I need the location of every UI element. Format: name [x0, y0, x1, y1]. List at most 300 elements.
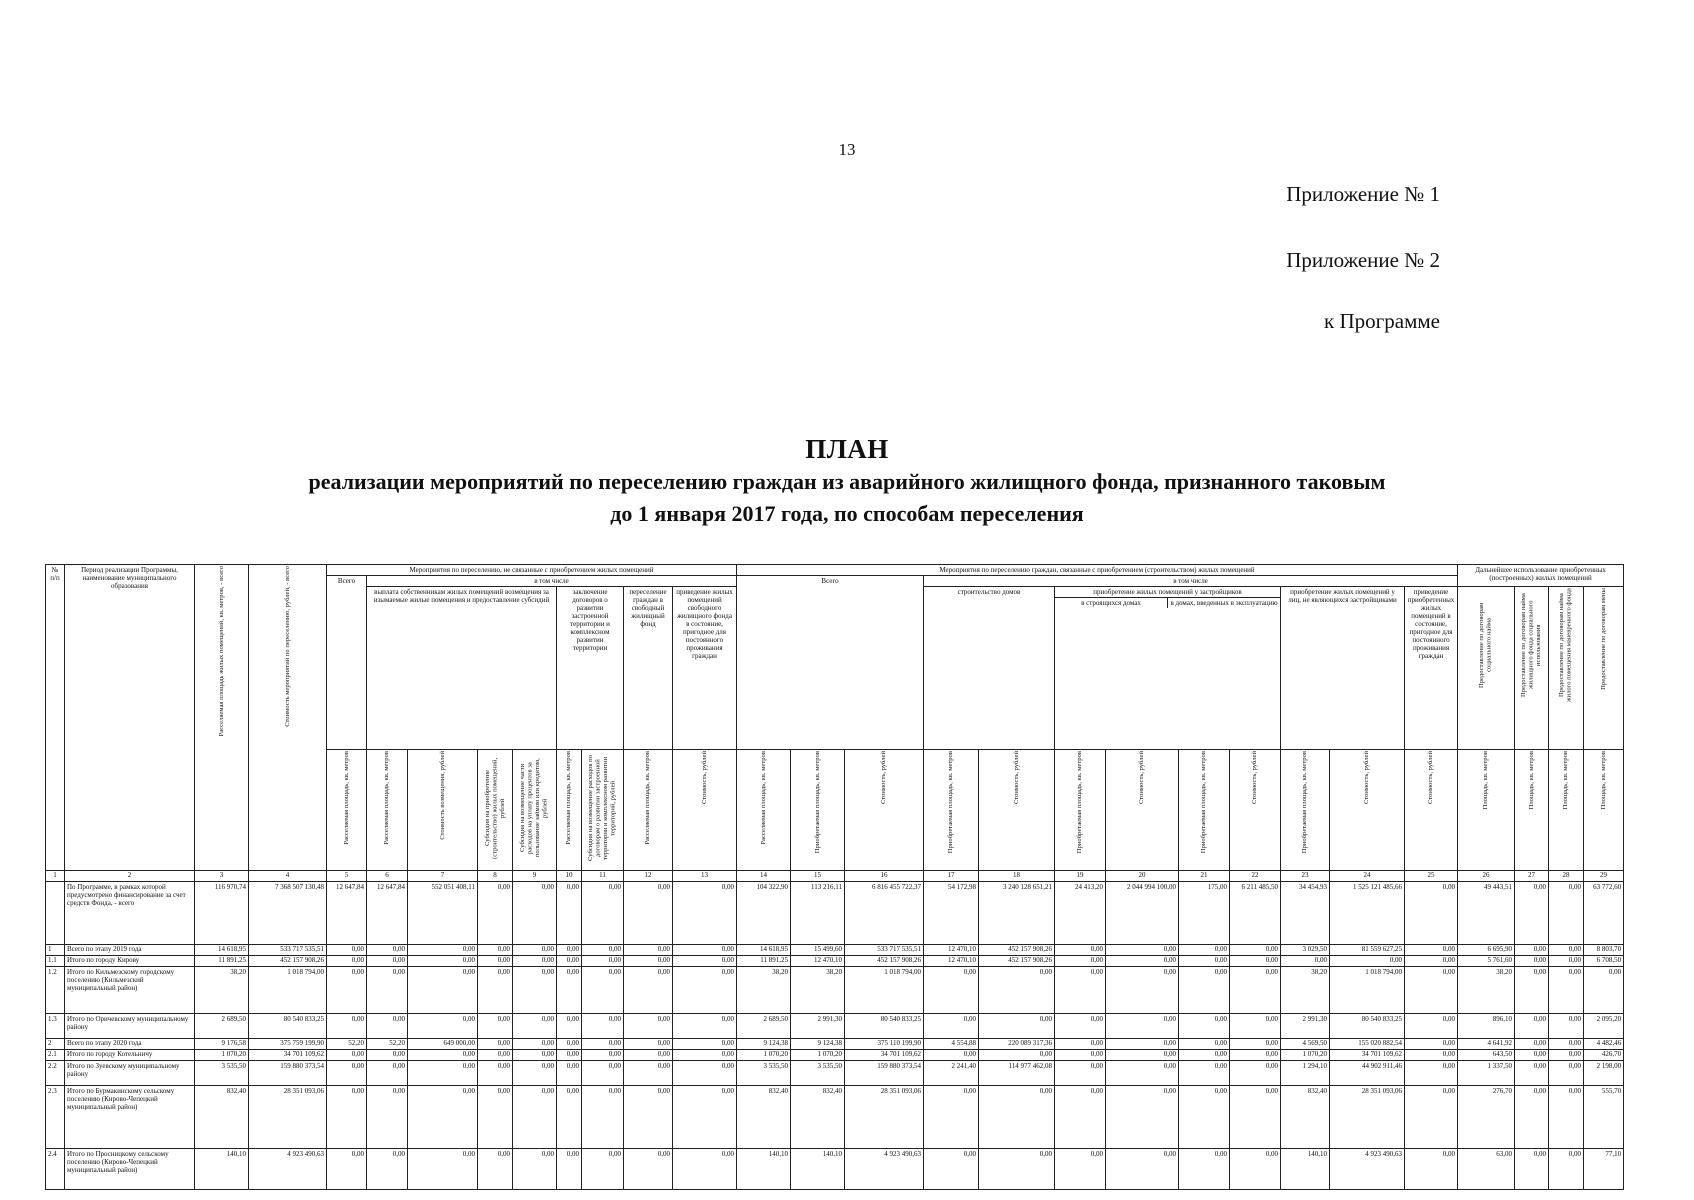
cell-col-18: 452 157 908,26 [979, 956, 1055, 967]
cell-col-13: 0,00 [673, 882, 737, 945]
cell-col-27: 0,00 [1515, 1014, 1549, 1039]
cell-col-5: 0,00 [327, 1014, 367, 1039]
header-bring-bought: приведение приобретенных жилых помещений в состояние, пригодное для постоянного проживания граждан [1405, 587, 1458, 750]
cell-col-16: 1 018 794,00 [845, 967, 924, 1014]
cell-col-24: 1 018 794,00 [1330, 967, 1405, 1014]
header-in-commissioned: в домах, введенных в эксплуатацию [1170, 599, 1278, 608]
table-row [46, 1014, 1624, 1039]
cell-col-21: 0,00 [1179, 1149, 1230, 1190]
cell-col-10: 0,00 [557, 882, 582, 945]
cell-col-24: 4 923 490,63 [1330, 1149, 1405, 1190]
row-name: Всего по этапу 2020 года [65, 1039, 195, 1050]
header-r19: Приобретаемая площадь, кв. метров [1055, 750, 1106, 871]
column-number: 19 [1055, 871, 1106, 882]
column-number: 18 [979, 871, 1055, 882]
header-r25: Стоимость, рублей [1405, 750, 1458, 871]
cell-col-16: 375 110 199,90 [845, 1039, 924, 1050]
header-f-social: Предоставление по договорам социального найма [1458, 587, 1515, 750]
cell-col-23: 140,10 [1281, 1149, 1330, 1190]
header-resettle-free: переселение граждан в свободный жилищный фонд [624, 587, 673, 750]
cell-col-26: 49 443,51 [1458, 882, 1515, 945]
row-number: 2.1 [46, 1050, 65, 1061]
cell-col-24: 44 902 911,46 [1330, 1061, 1405, 1086]
cell-col-18: 114 977 462,08 [979, 1061, 1055, 1086]
cell-col-6: 0,00 [367, 945, 408, 956]
cell-col-18: 0,00 [979, 1014, 1055, 1039]
cell-col-19: 0,00 [1055, 1061, 1106, 1086]
cell-col-9: 0,00 [513, 1014, 557, 1039]
cell-col-24: 81 559 627,25 [1330, 945, 1405, 956]
cell-col-3: 832,40 [195, 1086, 249, 1149]
cell-col-10: 0,00 [557, 1014, 582, 1039]
cell-col-14: 11 891,25 [737, 956, 791, 967]
cell-col-23: 3 029,50 [1281, 945, 1330, 956]
row-name: Всего по этапу 2019 года [65, 945, 195, 956]
cell-col-27: 0,00 [1515, 1086, 1549, 1149]
title-line-1: реализации мероприятий по переселению граждан из аварийного жилищного фонда, признанного таковым [308, 469, 1386, 494]
column-number: 8 [478, 871, 513, 882]
cell-col-6: 0,00 [367, 967, 408, 1014]
cell-col-21: 0,00 [1179, 1014, 1230, 1039]
cell-col-5: 0,00 [327, 967, 367, 1014]
cell-col-28: 0,00 [1549, 882, 1584, 945]
cell-col-18: 0,00 [979, 1050, 1055, 1061]
cell-col-6: 0,00 [367, 1086, 408, 1149]
cell-col-29: 2 095,20 [1584, 1014, 1624, 1039]
cell-col-8: 0,00 [478, 967, 513, 1014]
cell-col-14: 14 618,95 [737, 945, 791, 956]
cell-col-22: 0,00 [1230, 956, 1281, 967]
header-r8: Субсидия на приобретение (строительство) жилых помещений, рублей [478, 750, 513, 871]
cell-col-14: 3 535,50 [737, 1061, 791, 1086]
cell-col-13: 0,00 [673, 1014, 737, 1039]
cell-col-11: 0,00 [582, 1149, 624, 1190]
cell-col-10: 0,00 [557, 945, 582, 956]
cell-col-28: 0,00 [1549, 1086, 1584, 1149]
table-row [46, 1061, 1624, 1086]
cell-col-26: 6 695,90 [1458, 945, 1515, 956]
column-number: 24 [1330, 871, 1405, 882]
cell-col-21: 175,00 [1179, 882, 1230, 945]
cell-col-12: 0,00 [624, 1050, 673, 1061]
row-number: 1.1 [46, 956, 65, 967]
cell-col-26: 643,50 [1458, 1050, 1515, 1061]
header-in-that-a: в том числе [367, 576, 737, 587]
cell-col-25: 0,00 [1405, 1086, 1458, 1149]
cell-col-6: 52,20 [367, 1039, 408, 1050]
table-row [46, 1149, 1624, 1190]
row-name: Итого по Бурмакинскому сельскому поселению (Кирово-Чепецкий муниципальный район) [65, 1086, 195, 1149]
cell-col-23: 34 454,93 [1281, 882, 1330, 945]
cell-col-4: 28 351 093,06 [249, 1086, 327, 1149]
header-r13: Стоимость, рублей [673, 750, 737, 871]
cell-col-13: 0,00 [673, 945, 737, 956]
cell-col-9: 0,00 [513, 956, 557, 967]
column-number: 4 [249, 871, 327, 882]
header-in-building: в строящихся домах [1055, 598, 1168, 608]
header-payout: выплата собственникам жилых помещений возмещения за изымаемые жилые помещения и предоставление субсидий [367, 587, 557, 750]
cell-col-27: 0,00 [1515, 945, 1549, 956]
cell-col-3: 14 618,95 [195, 945, 249, 956]
table-row [46, 956, 1624, 967]
cell-col-26: 896,10 [1458, 1014, 1515, 1039]
cell-col-5: 0,00 [327, 956, 367, 967]
cell-col-8: 0,00 [478, 1149, 513, 1190]
row-number: 2.2 [46, 1061, 65, 1086]
cell-col-20: 0,00 [1106, 1014, 1179, 1039]
cell-col-18: 0,00 [979, 967, 1055, 1014]
row-name: Итого по городу Котельничу [65, 1050, 195, 1061]
column-number: 17 [924, 871, 979, 882]
cell-col-15: 12 470,10 [791, 956, 845, 967]
header-agreement: заключение договоров о развитии застроенной территории и комплексном развитии территории [557, 587, 624, 750]
cell-col-17: 0,00 [924, 1086, 979, 1149]
cell-col-20: 2 044 994 100,00 [1106, 882, 1179, 945]
cell-col-25: 0,00 [1405, 1061, 1458, 1086]
cell-col-16: 533 717 535,51 [845, 945, 924, 956]
cell-col-28: 0,00 [1549, 967, 1584, 1014]
cell-col-24: 34 701 109,62 [1330, 1050, 1405, 1061]
cell-col-7: 0,00 [408, 1050, 478, 1061]
cell-col-18: 3 240 128 651,21 [979, 882, 1055, 945]
cell-col-25: 0,00 [1405, 1014, 1458, 1039]
cell-col-16: 452 157 908,26 [845, 956, 924, 967]
cell-col-7: 0,00 [408, 956, 478, 967]
cell-col-20: 0,00 [1106, 1086, 1179, 1149]
row-name: Итого по Кильмезскому городскому поселению (Кильмезский муниципальный район) [65, 967, 195, 1014]
cell-col-20: 0,00 [1106, 945, 1179, 956]
cell-col-4: 1 018 794,00 [249, 967, 327, 1014]
cell-col-13: 0,00 [673, 967, 737, 1014]
cell-col-21: 0,00 [1179, 1086, 1230, 1149]
cell-col-17: 0,00 [924, 1149, 979, 1190]
row-number: 2 [46, 1039, 65, 1050]
header-cost-total: Стоимость мероприятий по переселению, рублей, - всего [249, 565, 327, 871]
header-area-total: Расселяемая площадь жилых помещений, кв. метров, - всего [195, 565, 249, 871]
cell-col-12: 0,00 [624, 956, 673, 967]
plan-table-wrapper [45, 564, 1621, 1190]
cell-col-11: 0,00 [582, 1039, 624, 1050]
cell-col-3: 1 070,20 [195, 1050, 249, 1061]
plan-table [45, 564, 1624, 1190]
cell-col-5: 0,00 [327, 1050, 367, 1061]
cell-col-23: 0,00 [1281, 956, 1330, 967]
cell-col-10: 0,00 [557, 1061, 582, 1086]
cell-col-4: 7 368 507 130,48 [249, 882, 327, 945]
appendix-1: Приложение № 1 [1286, 182, 1440, 206]
cell-col-12: 0,00 [624, 1149, 673, 1190]
cell-col-3: 2 689,50 [195, 1014, 249, 1039]
header-r16: Стоимость, рублей [845, 750, 924, 871]
header-f-maneuver: Предоставление по договорам найма жилого помещения маневренного фонда [1549, 587, 1584, 750]
header-no: № п/п [46, 565, 65, 871]
cell-col-27: 0,00 [1515, 882, 1549, 945]
cell-col-6: 0,00 [367, 1014, 408, 1039]
cell-col-22: 0,00 [1230, 945, 1281, 956]
cell-col-19: 0,00 [1055, 1050, 1106, 1061]
cell-col-6: 0,00 [367, 1061, 408, 1086]
cell-col-8: 0,00 [478, 1039, 513, 1050]
cell-col-22: 0,00 [1230, 1149, 1281, 1190]
cell-col-14: 38,20 [737, 967, 791, 1014]
cell-col-27: 0,00 [1515, 1149, 1549, 1190]
cell-col-7: 0,00 [408, 1149, 478, 1190]
cell-col-26: 4 641,92 [1458, 1039, 1515, 1050]
cell-col-29: 2 198,00 [1584, 1061, 1624, 1086]
cell-col-8: 0,00 [478, 882, 513, 945]
cell-col-17: 4 554,88 [924, 1039, 979, 1050]
cell-col-15: 3 535,50 [791, 1061, 845, 1086]
cell-col-22: 0,00 [1230, 967, 1281, 1014]
cell-col-17: 54 172,98 [924, 882, 979, 945]
cell-col-8: 0,00 [478, 1061, 513, 1086]
cell-col-28: 0,00 [1549, 956, 1584, 967]
cell-col-16: 80 540 833,25 [845, 1014, 924, 1039]
cell-col-27: 0,00 [1515, 1061, 1549, 1086]
cell-col-25: 0,00 [1405, 1149, 1458, 1190]
cell-col-11: 0,00 [582, 1061, 624, 1086]
cell-col-18: 452 157 908,26 [979, 945, 1055, 956]
column-number: 25 [1405, 871, 1458, 882]
cell-col-19: 0,00 [1055, 1149, 1106, 1190]
row-number: 1.2 [46, 967, 65, 1014]
cell-col-8: 0,00 [478, 945, 513, 956]
cell-col-11: 0,00 [582, 1086, 624, 1149]
column-number: 26 [1458, 871, 1515, 882]
cell-col-10: 0,00 [557, 1050, 582, 1061]
cell-col-23: 2 991,30 [1281, 1014, 1330, 1039]
table-row [46, 882, 1624, 945]
cell-col-29: 4 482,46 [1584, 1039, 1624, 1050]
header-construction: строительство домов [924, 587, 1055, 750]
cell-col-23: 4 569,50 [1281, 1039, 1330, 1050]
header-total-b: Всего [737, 576, 924, 750]
cell-col-13: 0,00 [673, 1149, 737, 1190]
cell-col-11: 0,00 [582, 967, 624, 1014]
cell-col-7: 0,00 [408, 1061, 478, 1086]
cell-col-29: 426,70 [1584, 1050, 1624, 1061]
row-number: 1 [46, 945, 65, 956]
cell-col-16: 34 701 109,62 [845, 1050, 924, 1061]
cell-col-9: 0,00 [513, 1061, 557, 1086]
header-name: Период реализации Программы, наименование муниципального образования [65, 565, 195, 871]
cell-col-23: 832,40 [1281, 1086, 1330, 1149]
cell-col-10: 0,00 [557, 1086, 582, 1149]
cell-col-14: 140,10 [737, 1149, 791, 1190]
cell-col-28: 0,00 [1549, 1050, 1584, 1061]
cell-col-19: 0,00 [1055, 1014, 1106, 1039]
cell-col-21: 0,00 [1179, 1039, 1230, 1050]
cell-col-23: 1 070,20 [1281, 1050, 1330, 1061]
cell-col-11: 0,00 [582, 945, 624, 956]
cell-col-10: 0,00 [557, 967, 582, 1014]
cell-col-28: 0,00 [1549, 1149, 1584, 1190]
cell-col-16: 4 923 490,63 [845, 1149, 924, 1190]
column-number: 6 [367, 871, 408, 882]
cell-col-25: 0,00 [1405, 967, 1458, 1014]
row-number: 2.4 [46, 1149, 65, 1190]
cell-col-5: 0,00 [327, 1086, 367, 1149]
column-number: 22 [1230, 871, 1281, 882]
cell-col-15: 113 216,11 [791, 882, 845, 945]
cell-col-16: 159 880 373,54 [845, 1061, 924, 1086]
cell-col-26: 276,70 [1458, 1086, 1515, 1149]
cell-col-7: 0,00 [408, 1014, 478, 1039]
cell-col-21: 0,00 [1179, 956, 1230, 967]
cell-col-12: 0,00 [624, 1061, 673, 1086]
cell-col-26: 38,20 [1458, 967, 1515, 1014]
table-row [46, 1050, 1624, 1061]
cell-col-11: 0,00 [582, 1014, 624, 1039]
column-number: 15 [791, 871, 845, 882]
cell-col-4: 533 717 535,51 [249, 945, 327, 956]
header-r26: Площадь, кв. метров [1458, 750, 1515, 871]
header-r21: Приобретаемая площадь, кв. метров [1179, 750, 1230, 871]
column-number: 27 [1515, 871, 1549, 882]
column-number: 23 [1281, 871, 1330, 882]
cell-col-15: 832,40 [791, 1086, 845, 1149]
cell-col-15: 140,10 [791, 1149, 845, 1190]
cell-col-17: 0,00 [924, 1014, 979, 1039]
cell-col-5: 0,00 [327, 1061, 367, 1086]
row-name: Итого по городу Кирову [65, 956, 195, 967]
cell-col-4: 159 880 373,54 [249, 1061, 327, 1086]
cell-col-10: 0,00 [557, 956, 582, 967]
column-number-row [46, 871, 1624, 882]
header-r12: Расселяемая площадь, кв. метров [624, 750, 673, 871]
cell-col-3: 3 535,50 [195, 1061, 249, 1086]
cell-col-9: 0,00 [513, 1039, 557, 1050]
header-f-exchange: Предоставление по договорам мены [1584, 587, 1624, 750]
header-r10: Расселяемая площадь, кв. метров [557, 750, 582, 871]
cell-col-3: 140,10 [195, 1149, 249, 1190]
row-name: Итого по Просницкому сельскому поселению (Кирово-Чепецкий муниципальный район) [65, 1149, 195, 1190]
cell-col-6: 0,00 [367, 1050, 408, 1061]
cell-col-9: 0,00 [513, 882, 557, 945]
cell-col-26: 5 761,60 [1458, 956, 1515, 967]
cell-col-15: 9 124,38 [791, 1039, 845, 1050]
cell-col-11: 0,00 [582, 882, 624, 945]
cell-col-19: 0,00 [1055, 956, 1106, 967]
cell-col-25: 0,00 [1405, 882, 1458, 945]
table-row [46, 1086, 1624, 1149]
column-number: 5 [327, 871, 367, 882]
cell-col-18: 220 089 317,36 [979, 1039, 1055, 1050]
cell-col-17: 0,00 [924, 1050, 979, 1061]
cell-col-22: 0,00 [1230, 1014, 1281, 1039]
table-row [46, 967, 1624, 1014]
cell-col-14: 104 322,90 [737, 882, 791, 945]
cell-col-12: 0,00 [624, 967, 673, 1014]
cell-col-28: 0,00 [1549, 1014, 1584, 1039]
header-group-related: Мероприятия по переселению граждан, связанные с приобретением (строительством) жилых помещений [737, 565, 1458, 576]
cell-col-21: 0,00 [1179, 1061, 1230, 1086]
cell-col-13: 0,00 [673, 1039, 737, 1050]
cell-col-22: 0,00 [1230, 1050, 1281, 1061]
cell-col-15: 15 499,60 [791, 945, 845, 956]
cell-col-21: 0,00 [1179, 967, 1230, 1014]
cell-col-26: 63,00 [1458, 1149, 1515, 1190]
cell-col-7: 552 051 408,11 [408, 882, 478, 945]
cell-col-24: 155 020 882,54 [1330, 1039, 1405, 1050]
cell-col-20: 0,00 [1106, 1149, 1179, 1190]
cell-col-22: 0,00 [1230, 1061, 1281, 1086]
cell-col-28: 0,00 [1549, 1061, 1584, 1086]
cell-col-3: 38,20 [195, 967, 249, 1014]
cell-col-13: 0,00 [673, 956, 737, 967]
appendix-program: к Программе [1324, 309, 1440, 333]
header-r20: Стоимость, рублей [1106, 750, 1179, 871]
row-number [46, 882, 65, 945]
cell-col-3: 11 891,25 [195, 956, 249, 967]
header-r18: Стоимость, рублей [979, 750, 1055, 871]
cell-col-18: 0,00 [979, 1149, 1055, 1190]
cell-col-25: 0,00 [1405, 1039, 1458, 1050]
header-r11: Субсидия на возмещение расходов по договорам о развитии застроенной территории и комплексном развитии территорий, рублей [582, 750, 624, 871]
title-line-2: до 1 января 2017 года, по способам переселения [610, 501, 1084, 526]
cell-col-22: 6 211 485,50 [1230, 882, 1281, 945]
cell-col-29: 555,70 [1584, 1086, 1624, 1149]
row-name: По Программе, в рамках которой предусмотрено финансирование за счет средств Фонда, - всего [65, 882, 195, 945]
column-number: 2 [65, 871, 195, 882]
cell-col-19: 0,00 [1055, 967, 1106, 1014]
cell-col-13: 0,00 [673, 1086, 737, 1149]
cell-col-23: 1 294,10 [1281, 1061, 1330, 1086]
cell-col-12: 0,00 [624, 1086, 673, 1149]
cell-col-24: 28 351 093,06 [1330, 1086, 1405, 1149]
cell-col-5: 52,20 [327, 1039, 367, 1050]
cell-col-3: 9 176,58 [195, 1039, 249, 1050]
header-r28: Площадь, кв. метров [1549, 750, 1584, 871]
cell-col-19: 0,00 [1055, 1086, 1106, 1149]
cell-col-19: 24 413,20 [1055, 882, 1106, 945]
cell-col-7: 0,00 [408, 1086, 478, 1149]
column-number: 28 [1549, 871, 1584, 882]
cell-col-7: 649 000,00 [408, 1039, 478, 1050]
cell-col-20: 0,00 [1106, 956, 1179, 967]
column-number: 11 [582, 871, 624, 882]
cell-col-24: 1 525 121 485,66 [1330, 882, 1405, 945]
header-r22: Стоимость, рублей [1230, 750, 1281, 871]
cell-col-11: 0,00 [582, 956, 624, 967]
cell-col-10: 0,00 [557, 1149, 582, 1190]
cell-col-8: 0,00 [478, 1086, 513, 1149]
cell-col-10: 0,00 [557, 1039, 582, 1050]
cell-col-13: 0,00 [673, 1061, 737, 1086]
cell-col-29: 77,10 [1584, 1149, 1624, 1190]
cell-col-19: 0,00 [1055, 945, 1106, 956]
cell-col-6: 0,00 [367, 1149, 408, 1190]
header-r6: Расселяемая площадь, кв. метров [367, 750, 408, 871]
cell-col-18: 0,00 [979, 1086, 1055, 1149]
row-name: Итого по Оричевскому муниципальному району [65, 1014, 195, 1039]
header-buy-non-dev: приобретение жилых помещений у лиц, не являющихся застройщиками [1281, 587, 1405, 750]
cell-col-20: 0,00 [1106, 967, 1179, 1014]
title-plan: ПЛАН [805, 434, 889, 464]
header-in-that-b: в том числе [924, 576, 1458, 587]
table-row [46, 945, 1624, 956]
cell-col-29: 0,00 [1584, 967, 1624, 1014]
cell-col-25: 0,00 [1405, 945, 1458, 956]
header-f-commercial: Предоставление по договорам найма жилищного фонда социального использования [1515, 587, 1549, 750]
cell-col-9: 0,00 [513, 1086, 557, 1149]
cell-col-7: 0,00 [408, 945, 478, 956]
cell-col-14: 832,40 [737, 1086, 791, 1149]
cell-col-14: 9 124,38 [737, 1039, 791, 1050]
cell-col-12: 0,00 [624, 1039, 673, 1050]
header-group-further: Дальнейшее использование приобретенных (построенных) жилых помещений [1458, 565, 1624, 587]
column-number: 16 [845, 871, 924, 882]
